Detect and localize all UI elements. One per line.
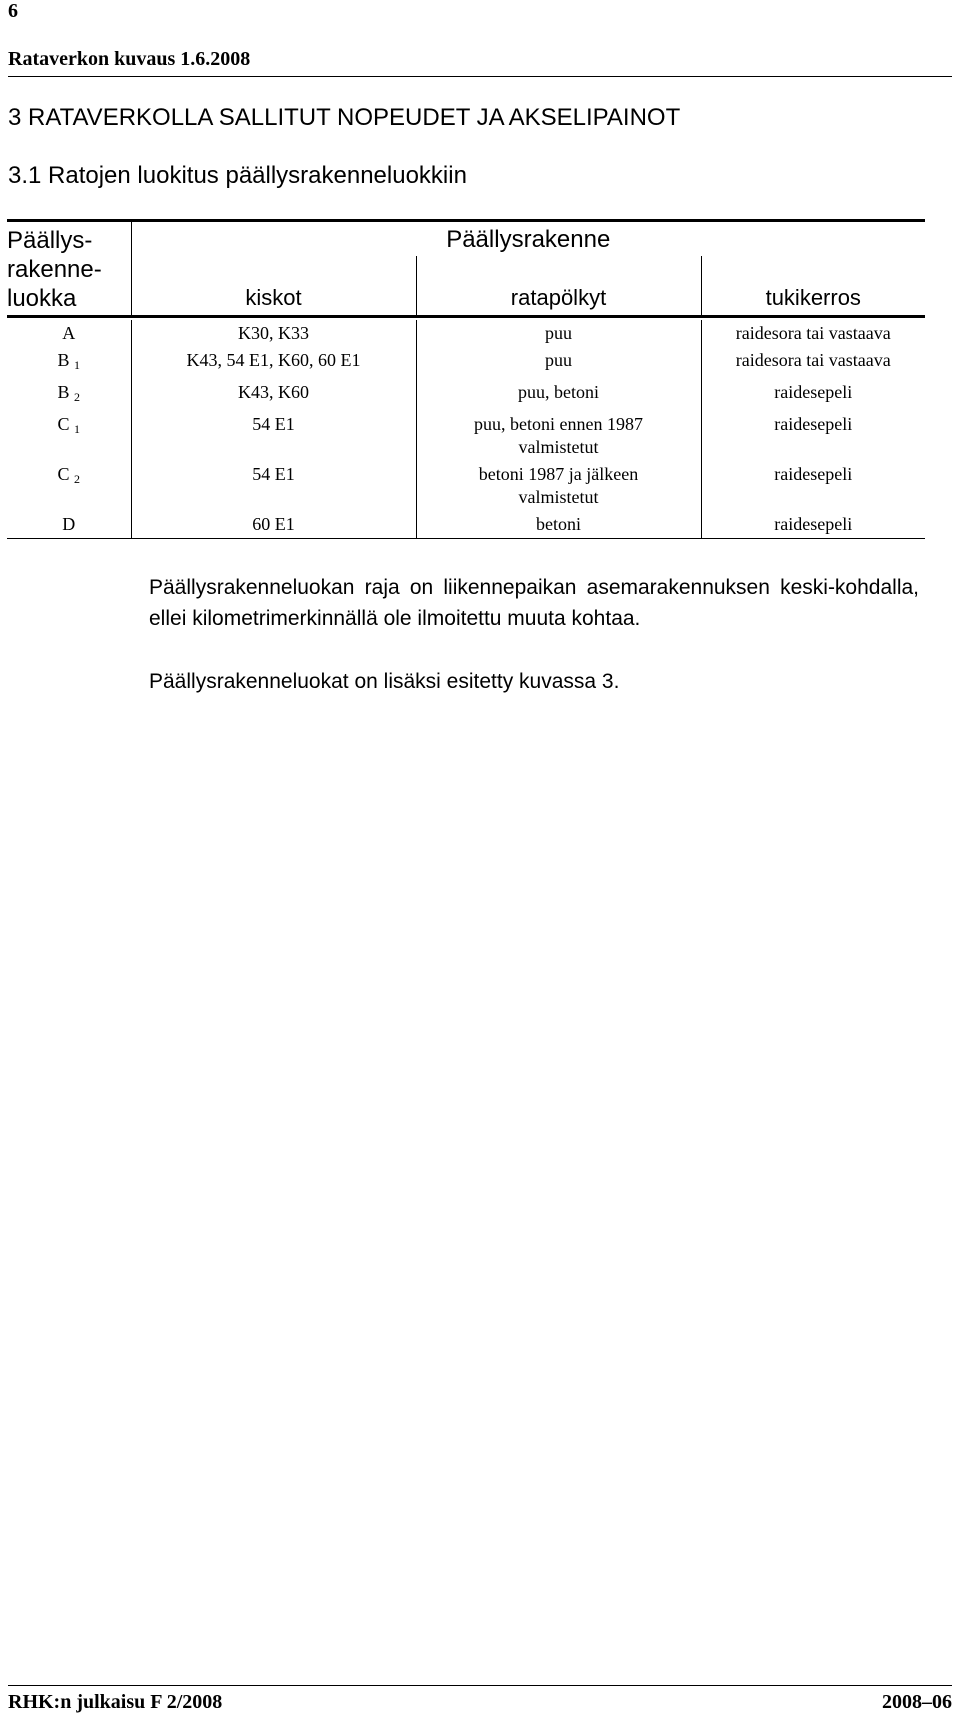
page-number: 6	[8, 0, 18, 22]
subheader-sleepers: ratapölkyt	[416, 256, 701, 317]
class-letter: C	[57, 464, 70, 484]
sleepers-text: betoni	[536, 514, 581, 534]
class-subscript: 1	[74, 422, 80, 436]
class-cell	[7, 379, 131, 411]
sleepers-cell	[416, 461, 701, 511]
class-header-cell	[7, 222, 131, 317]
class-letter: B	[57, 350, 70, 370]
sleepers-text: puu, betoni ennen 1987	[474, 414, 643, 434]
class-cell	[7, 461, 131, 511]
sleepers-text: puu	[545, 323, 572, 343]
track-class-table	[7, 219, 925, 539]
class-letter: A	[62, 323, 76, 343]
table-body	[7, 320, 925, 539]
class-header-line-1: Päällys-	[7, 227, 93, 254]
subheader-rails: kiskot	[131, 256, 416, 317]
table-row	[7, 379, 925, 411]
table-row	[7, 461, 925, 511]
table-row	[7, 320, 925, 347]
class-subscript: 2	[74, 390, 80, 404]
class-letter: B	[57, 382, 70, 402]
class-cell	[7, 411, 131, 461]
sleepers-cell	[416, 347, 701, 379]
class-cell	[7, 347, 131, 379]
ballast-cell: raidesora tai vastaava	[701, 320, 925, 347]
section-heading: 3.1 Ratojen luokitus päällysrakenneluokkiin	[8, 162, 467, 189]
sleepers-text: puu	[545, 350, 572, 370]
ballast-cell: raidesepeli	[701, 379, 925, 411]
footer-publication: RHK:n julkaisu F 2/2008	[8, 1691, 223, 1713]
footer-rule	[8, 1685, 952, 1686]
paragraph-figure-reference: Päällysrakenneluokat on lisäksi esitetty kuvassa 3.	[149, 670, 620, 693]
table-row	[7, 347, 925, 379]
subheader-ballast: tukikerros	[701, 256, 925, 317]
class-header-line-3: luokka	[7, 285, 77, 312]
table-grid	[7, 222, 925, 318]
ballast-cell: raidesora tai vastaava	[701, 347, 925, 379]
group-header: Päällysrakenne	[131, 222, 925, 256]
ballast-cell: raidesepeli	[701, 411, 925, 461]
class-cell	[7, 511, 131, 539]
table-row	[7, 511, 925, 539]
ballast-cell: raidesepeli	[701, 461, 925, 511]
rails-cell: 54 E1	[131, 411, 416, 461]
rails-cell: K30, K33	[131, 320, 416, 347]
rails-cell: K43, 54 E1, K60, 60 E1	[131, 347, 416, 379]
header-separator	[7, 317, 925, 319]
paragraph-boundary-note: Päällysrakenneluokan raja on liikennepaikan asemarakennuksen keski-kohdalla, ellei kilometrimerkinnällä ole ilmoitettu muuta kohtaa.	[149, 576, 919, 630]
class-subscript: 2	[74, 472, 80, 486]
rails-cell: 60 E1	[131, 511, 416, 539]
ballast-cell: raidesepeli	[701, 511, 925, 539]
rails-cell: 54 E1	[131, 461, 416, 511]
class-cell	[7, 320, 131, 347]
footer-date: 2008–06	[882, 1691, 952, 1713]
rails-cell: K43, K60	[131, 379, 416, 411]
chapter-heading: 3 RATAVERKOLLA SALLITUT NOPEUDET JA AKSELIPAINOT	[8, 104, 681, 131]
sleepers-text-continued: valmistetut	[518, 437, 599, 457]
class-header-line-2: rakenne-	[7, 256, 102, 283]
class-letter: D	[62, 514, 76, 534]
sleepers-text: betoni 1987 ja jälkeen	[478, 464, 639, 484]
sleepers-cell	[416, 411, 701, 461]
class-subscript: 1	[74, 358, 80, 372]
sleepers-cell	[416, 320, 701, 347]
sleepers-text-continued: valmistetut	[518, 487, 599, 507]
sleepers-cell	[416, 511, 701, 539]
header-rule	[8, 76, 952, 77]
table-row	[7, 411, 925, 461]
class-letter: C	[57, 414, 70, 434]
sleepers-cell	[416, 379, 701, 411]
sleepers-text: puu, betoni	[518, 382, 599, 402]
running-header: Rataverkon kuvaus 1.6.2008	[8, 48, 251, 70]
